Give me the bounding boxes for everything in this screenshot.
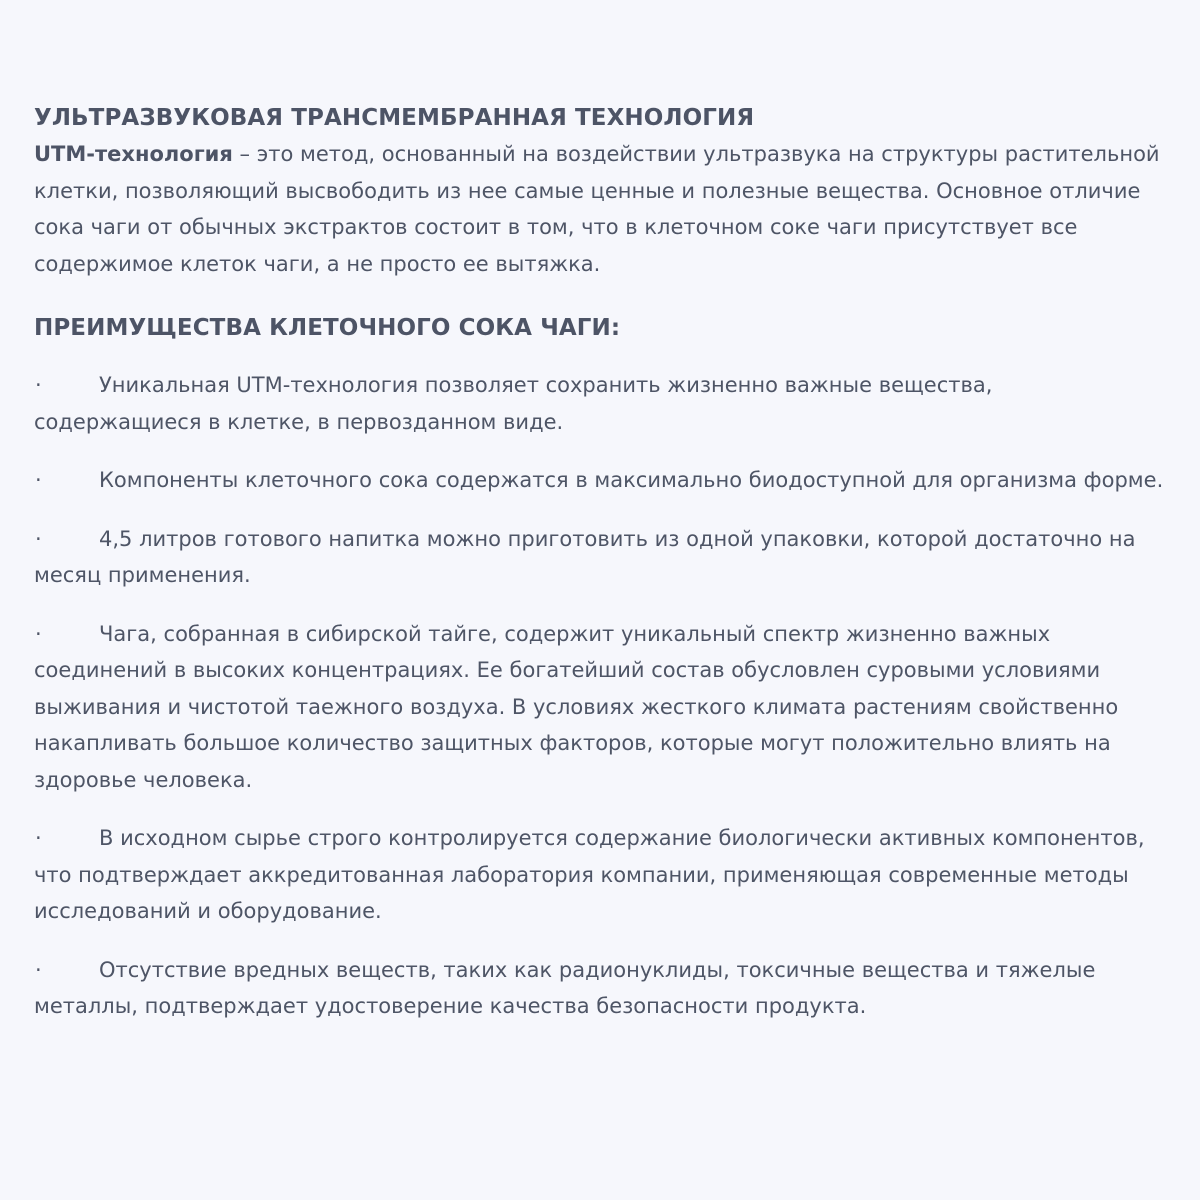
- list-item: [34, 820, 1166, 930]
- list-item-text: Уникальная UTM-технология позволяет сохранить жизненно важные вещества, содержащиеся в клетке, в первозданном виде.: [34, 373, 993, 434]
- bullet: ·: [35, 826, 42, 850]
- intro-term: UTM-технология: [34, 142, 233, 166]
- bullet: ·: [35, 468, 42, 492]
- list-item: [34, 952, 1166, 1025]
- intro-paragraph: [34, 136, 1166, 282]
- list-item-text: Компоненты клеточного сока содержатся в максимально биодоступной для организма форме.: [99, 468, 1164, 492]
- bullet: ·: [35, 621, 42, 646]
- list-item: [34, 521, 1166, 594]
- bullet: ·: [35, 373, 42, 397]
- bullet: ·: [35, 526, 42, 551]
- section-title-advantages: ПРЕИМУЩЕСТВА КЛЕТОЧНОГО СОКА ЧАГИ:: [34, 315, 621, 341]
- list-item-text: В исходном сырье строго контролируется содержание биологически активных компонентов, что подтверждает аккредитованная лаборатория компании, применяющая современные методы исследований и оборудование.: [34, 826, 1145, 923]
- list-item-text: Чага, собранная в сибирской тайге, содержит уникальный спектр жизненно важных соединений в высоких концентрациях. Ее богатейший состав обусловлен суровыми условиями выживания и чистотой таежного воздуха. В условиях жесткого климата растениям свойственно накапливать большое количество защитных факторов, которые могут положительно влиять на здоровье человека.: [34, 621, 1119, 792]
- list-item: [34, 462, 1166, 499]
- list-item: [34, 616, 1166, 799]
- bullet: ·: [35, 957, 42, 982]
- list-item: [34, 367, 1166, 440]
- intro-text: – это метод, основанный на воздействии ультразвука на структуры растительной клетки, позволяющий высвободить из нее самые ценные и полезные вещества. Основное отличие сока чаги от обычных экстрактов состоит в том, что в клеточном соке чаги присутствует все содержимое клеток чаги, а не просто ее вытяжка.: [34, 142, 1160, 276]
- advantages-list: [34, 367, 1166, 1025]
- list-item-text: Отсутствие вредных веществ, таких как радионуклиды, токсичные вещества и тяжелые металлы, подтверждает удостоверение качества безопасности продукта.: [34, 957, 1096, 1018]
- section-title-utm: УЛЬТРАЗВУКОВАЯ ТРАНСМЕМБРАННАЯ ТЕХНОЛОГИЯ: [34, 105, 755, 131]
- list-item-text: 4,5 литров готового напитка можно приготовить из одной упаковки, которой достаточно на месяц применения.: [34, 526, 1136, 587]
